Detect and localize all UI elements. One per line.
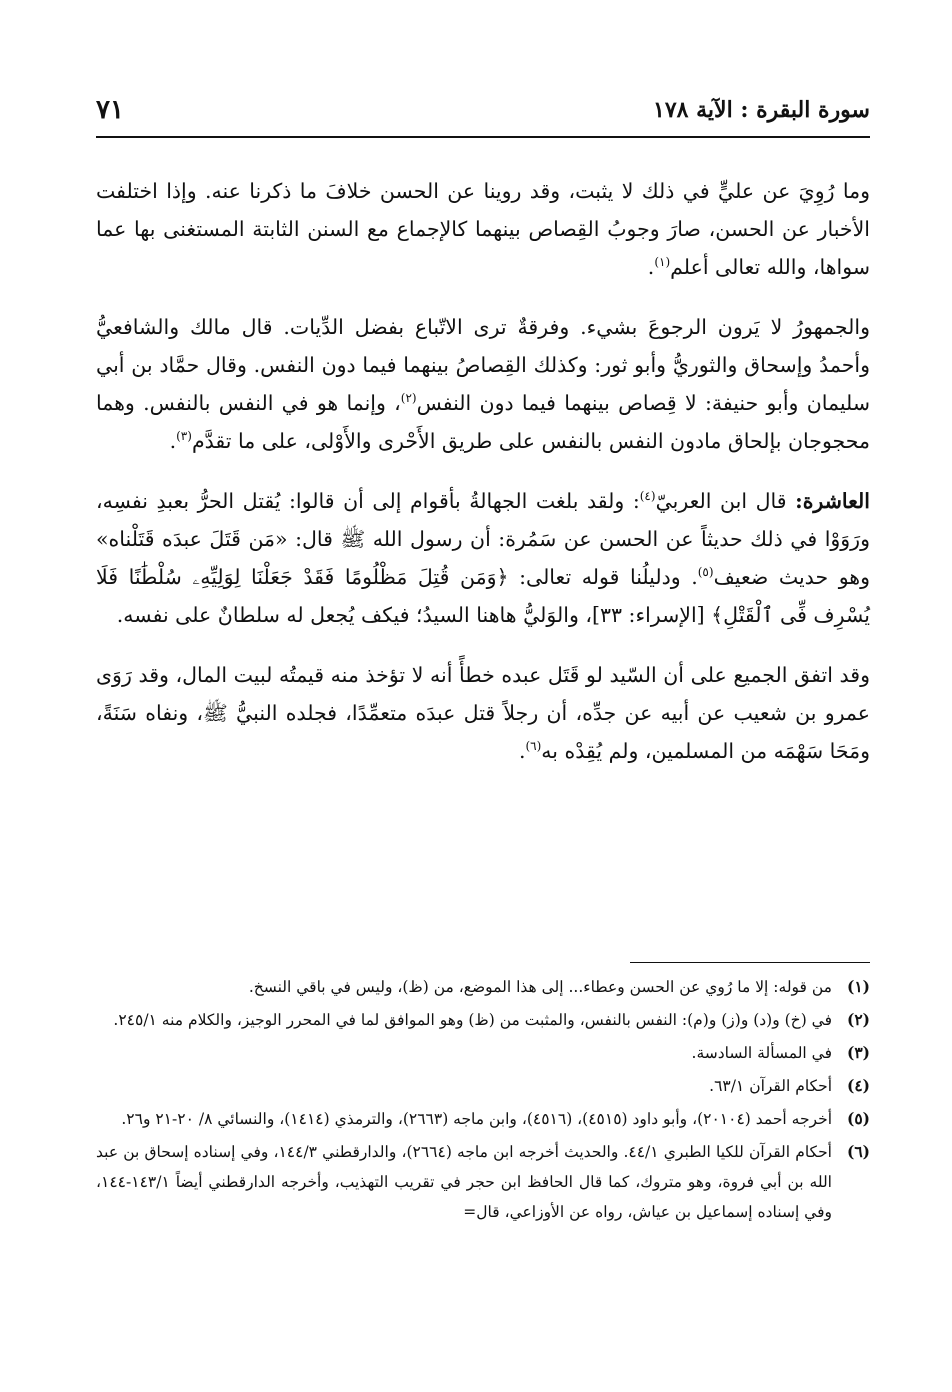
footnote xyxy=(96,1137,870,1227)
footnote-ref: (٦) xyxy=(525,739,542,754)
footnote-text: في (خ) و(د) و(ز) و(م): النفس بالنفس، والمثبت من (ظ) وهو الموافق لما في المحرر الوجيز، والكلام منه ٢٤٥/١. xyxy=(113,1011,832,1029)
footnote-number: (٣) xyxy=(846,1043,870,1062)
running-title: سورة البقرة : الآية ١٧٨ xyxy=(653,97,870,123)
footnote xyxy=(96,1071,870,1101)
footnote-text: أخرجه أحمد (٢٠١٠٤)، وأبو داود (٤٥١٥)، (٤٥١٦)، وابن ماجه (٢٦٦٣)، والترمذي (١٤١٤)، والنسائي ٨/ ٢٠-٢١ و٢٦. xyxy=(121,1110,832,1128)
footnote-ref: (٥) xyxy=(697,565,714,580)
main-text xyxy=(96,172,870,792)
footnote-number: (٦) xyxy=(846,1142,870,1161)
text-run: . xyxy=(518,739,526,763)
footnote xyxy=(96,1104,870,1134)
header-rule xyxy=(96,136,870,138)
text-run: ، وإنما هو في النفس بالنفس. وهما محجوجان بإلحاق مادون النفس بالنفس على طريق الأَحْرى والأَوْلى، على ما تقدَّم xyxy=(96,391,870,453)
text-run: وقد اتفق الجميع على أن السّيد لو قَتَل عبده خطأً أنه لا تؤخذ منه قيمتُه لبيت المال، وقد رَوَى عمرو بن شعيب عن أبيه عن جدِّه، أن رجلاً قتل عبدَه متعمِّدًا، فجلده النبيُّ ﷺ، ونفاه سَنَةً، ومَحَا سَهْمَه من المسلمين، ولم يُقِدْه به xyxy=(96,663,870,763)
footnote-number: (٥) xyxy=(846,1109,870,1128)
footnote-ref: (٤) xyxy=(639,489,656,504)
footnote-rule xyxy=(630,962,870,963)
footnote-text: أحكام القرآن للكيا الطبري ٤٤/١. والحديث أخرجه ابن ماجه (٢٦٦٤)، والدارقطني ١٤٤/٣، وفي إسناده إسحاق بن عبد الله بن أبي فروة، وهو متروك، كما قال الحافظ ابن حجر في تقريب التهذيب، وأخرجه الدارقطني أيضاً ١٤٣/١-١٤٤، وفي إسناده إسماعيل بن عياش، رواه عن الأوزاعي، قال= xyxy=(96,1143,832,1221)
page-number: ٧١ xyxy=(96,95,124,125)
text-run: . ودليلُنا قوله تعالى: ﴿وَمَن قُتِلَ مَظْلُومًا فَقَدْ جَعَلْنَا لِوَلِيِّهِۦ سُلْطَٰنًا فَلَا يُسْرِف فِّى ٱلْقَتْلِ﴾ [الإسراء: ٣٣]، والوَليُّ هاهنا السيدُ؛ فيكف يُجعل له سلطانٌ على نفسه. xyxy=(96,565,870,627)
footnote xyxy=(96,972,870,1002)
text-run: قال ابن العربيّ xyxy=(655,489,796,513)
text-run: والجمهورُ لا يَرون الرجوعَ بشيء. وفرقةٌ ترى الاتّباع بفضل الدِّيات. قال مالك والشافعيُّ وأحمدُ وإسحاق والثوريُّ وأبو ثور: وكذلك القِصاصُ بينهما فيما دون النفس. وقال حمَّاد بن أبي سليمان وأبو حنيفة: لا قِصاص بينهما فيما دون النفس xyxy=(96,315,871,415)
footnote-text: أحكام القرآن ٦٣/١. xyxy=(709,1077,832,1095)
text-run: . xyxy=(169,429,177,453)
footnotes xyxy=(96,972,870,1230)
paragraph xyxy=(96,656,870,770)
paragraph xyxy=(96,482,870,634)
footnote-number: (١) xyxy=(846,977,870,996)
paragraph xyxy=(96,308,870,460)
text-run: . xyxy=(647,255,655,279)
paragraph xyxy=(96,172,870,286)
footnote-ref: (١) xyxy=(654,255,671,270)
footnote-ref: (٢) xyxy=(400,391,417,406)
page-header xyxy=(96,88,870,132)
text-run: : ولقد بلغت الجهالةُ بأقوام إلى أن قالوا: يُقتل الحرُّ بعبدِ نفسِه، ورَوَوْا في ذلك حديثاً عن الحسن عن سَمُرة: أن رسول الله ﷺ قال: «مَن قَتَلَ عبدَه قَتَلْناه» وهو حديث ضعيف xyxy=(96,489,870,589)
section-lead: العاشرة: xyxy=(795,489,870,513)
footnote-number: (٢) xyxy=(846,1010,870,1029)
footnote-ref: (٣) xyxy=(176,429,192,444)
footnote-number: (٤) xyxy=(846,1076,870,1095)
footnote xyxy=(96,1005,870,1035)
footnote xyxy=(96,1038,870,1068)
footnote-text: من قوله: إلا ما رُوي عن الحسن وعطاء... إلى هذا الموضع، من (ظ)، وليس في باقي النسخ. xyxy=(248,978,832,996)
text-run: وما رُوِيَ عن عليٍّ في ذلك لا يثبت، وقد روينا عن الحسن خلافَ ما ذكرنا عنه. وإذا اختلفت الأخبار عن الحسن، صارَ وجوبُ القِصاص بينهما كالإجماع مع السنن الثابتة المستغنى بها عما سواها، والله تعالى أعلم xyxy=(96,179,870,279)
footnote-text: في المسألة السادسة. xyxy=(691,1044,832,1062)
